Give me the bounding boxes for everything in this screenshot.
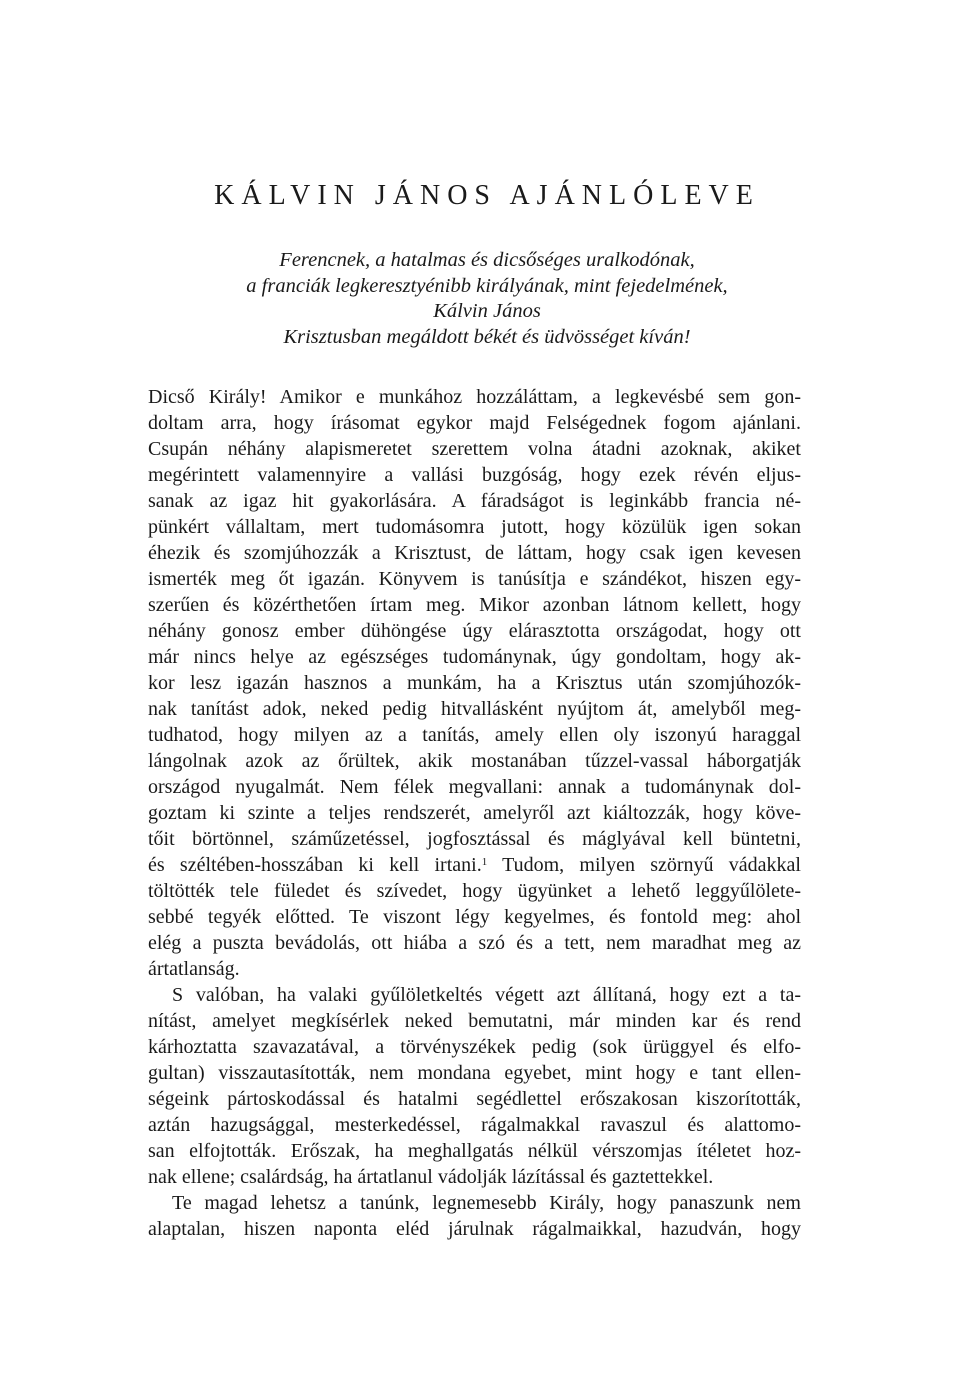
text-line: ségeink pártoskodással és hatalmi segédlettel erőszakosan kiszorították,	[148, 1088, 801, 1110]
text-line: megérintett valamennyire a vallási buzgóság, hogy ezek révén eljus-	[148, 464, 801, 486]
chapter-title: KÁLVIN JÁNOS AJÁNLÓLEVE	[214, 180, 760, 211]
text-line: nítást, amelyet megkísérlek neked bemutatni, már minden kar és rend	[148, 1010, 801, 1032]
text-line: san elfojtották. Erőszak, ha meghallgatás nélkül vérszomjas ítéletet hoz-	[148, 1140, 801, 1162]
dedication-line: Kálvin János	[433, 300, 541, 322]
text-line: ártatlanság.	[148, 958, 240, 980]
text-line: kárhoztatta szavazatával, a törvényszékek pedig (sok ürüggyel és elfo-	[148, 1036, 801, 1058]
text-line: nak ellene; csalárdság, ha ártatlanul vádolják lázítással és gaztettekkel.	[148, 1166, 714, 1188]
text-line: Csupán néhány alapismeretet szerettem volna átadni azoknak, akiket	[148, 438, 801, 460]
text-line: goztam ki szinte a teljes rendszerét, amelyről azt kiáltozzák, hogy köve-	[148, 802, 801, 824]
text-line: szerűen és közérthetően írtam meg. Mikor azonban látnom kellett, hogy	[148, 594, 801, 616]
text-line: lángolnak azok az őrültek, akik mostanában tűzzel-vassal háborgatják	[148, 750, 801, 772]
text-line: ismerték meg őt igazán. Könyvem is tanúsítja e szándékot, hiszen egy-	[148, 568, 801, 590]
text-line: S valóban, ha valaki gyűlöletkeltés végett azt állítaná, hogy ezt a ta-	[172, 984, 801, 1006]
text-line: sanak az igaz hit gyakorlására. A fáradságot is leginkább francia né-	[148, 490, 801, 512]
dedication-line: a franciák legkeresztyénibb királyának, mint fejedelmének,	[246, 274, 728, 297]
text-segment: Tudom, milyen szörnyű vádakkal	[487, 854, 801, 876]
text-line: elég a puszta bevádolás, ott hiába a szó és a tett, nem maradhat meg az	[148, 932, 801, 954]
text-line: aztán hazugsággal, mesterkedéssel, rágalmakkal ravaszul és alattomo-	[148, 1114, 801, 1136]
dedication	[0, 248, 974, 350]
body-text	[148, 384, 801, 1242]
text-line: nak tanítást adok, neked pedig hitvallásként nyújtom át, amelyből meg-	[148, 698, 801, 720]
dedication-line: Krisztusban megáldott békét és üdvösséget kíván!	[283, 325, 691, 348]
text-line: országod nyugalmát. Nem félek megvallani: annak a tudománynak dol-	[148, 776, 801, 798]
text-segment: és széltében-hosszában ki kell irtani.	[148, 854, 482, 876]
text-line: már nincs helye az egészséges tudománynak, úgy gondoltam, hogy ak-	[148, 646, 801, 668]
text-line: tudhatod, hogy milyen az a tanítás, amely ellen oly iszonyú haraggal	[148, 724, 801, 746]
text-line: Te magad lehetsz a tanúnk, legnemesebb Király, hogy panaszunk nem	[172, 1192, 801, 1214]
text-line-with-footnote	[148, 852, 801, 878]
text-line: pünkért vállaltam, mert tudomásomra jutott, hogy közülük igen sokan	[148, 516, 801, 538]
text-line: kor lesz igazán hasznos a munkám, ha a Krisztus után szomjúhozók-	[148, 672, 801, 694]
text-line: gultan) visszautasították, nem mondana egyebet, mint hogy e tant ellen-	[148, 1062, 801, 1084]
text-line: tőit börtönnel, száműzetéssel, jogfosztással és máglyával kell büntetni,	[148, 828, 801, 850]
dedication-line: Ferencnek, a hatalmas és dicsőséges uralkodónak,	[279, 249, 695, 271]
text-line: sebbé tegyék előtted. Te viszont légy kegyelmes, és fontold meg: ahol	[148, 906, 801, 928]
text-line: néhány gonosz ember dühöngése úgy elárasztotta országodat, hogy ott	[148, 620, 801, 642]
text-line: alaptalan, hiszen naponta eléd járulnak rágalmaikkal, hazudván, hogy	[148, 1218, 801, 1240]
text-line: Dicső Király! Amikor e munkához hozzáláttam, a legkevésbé sem gon-	[148, 386, 801, 408]
text-line: éhezik és szomjúhozzák a Krisztust, de láttam, hogy csak igen kevesen	[148, 542, 801, 564]
footnote-reference[interactable]: 1	[481, 856, 488, 868]
text-line: doltam arra, hogy írásomat egykor majd Felségednek fogom ajánlani.	[148, 412, 801, 434]
text-line: töltötték tele füledet és szívedet, hogy ügyünket a lehető leggyűlölete-	[148, 880, 801, 902]
